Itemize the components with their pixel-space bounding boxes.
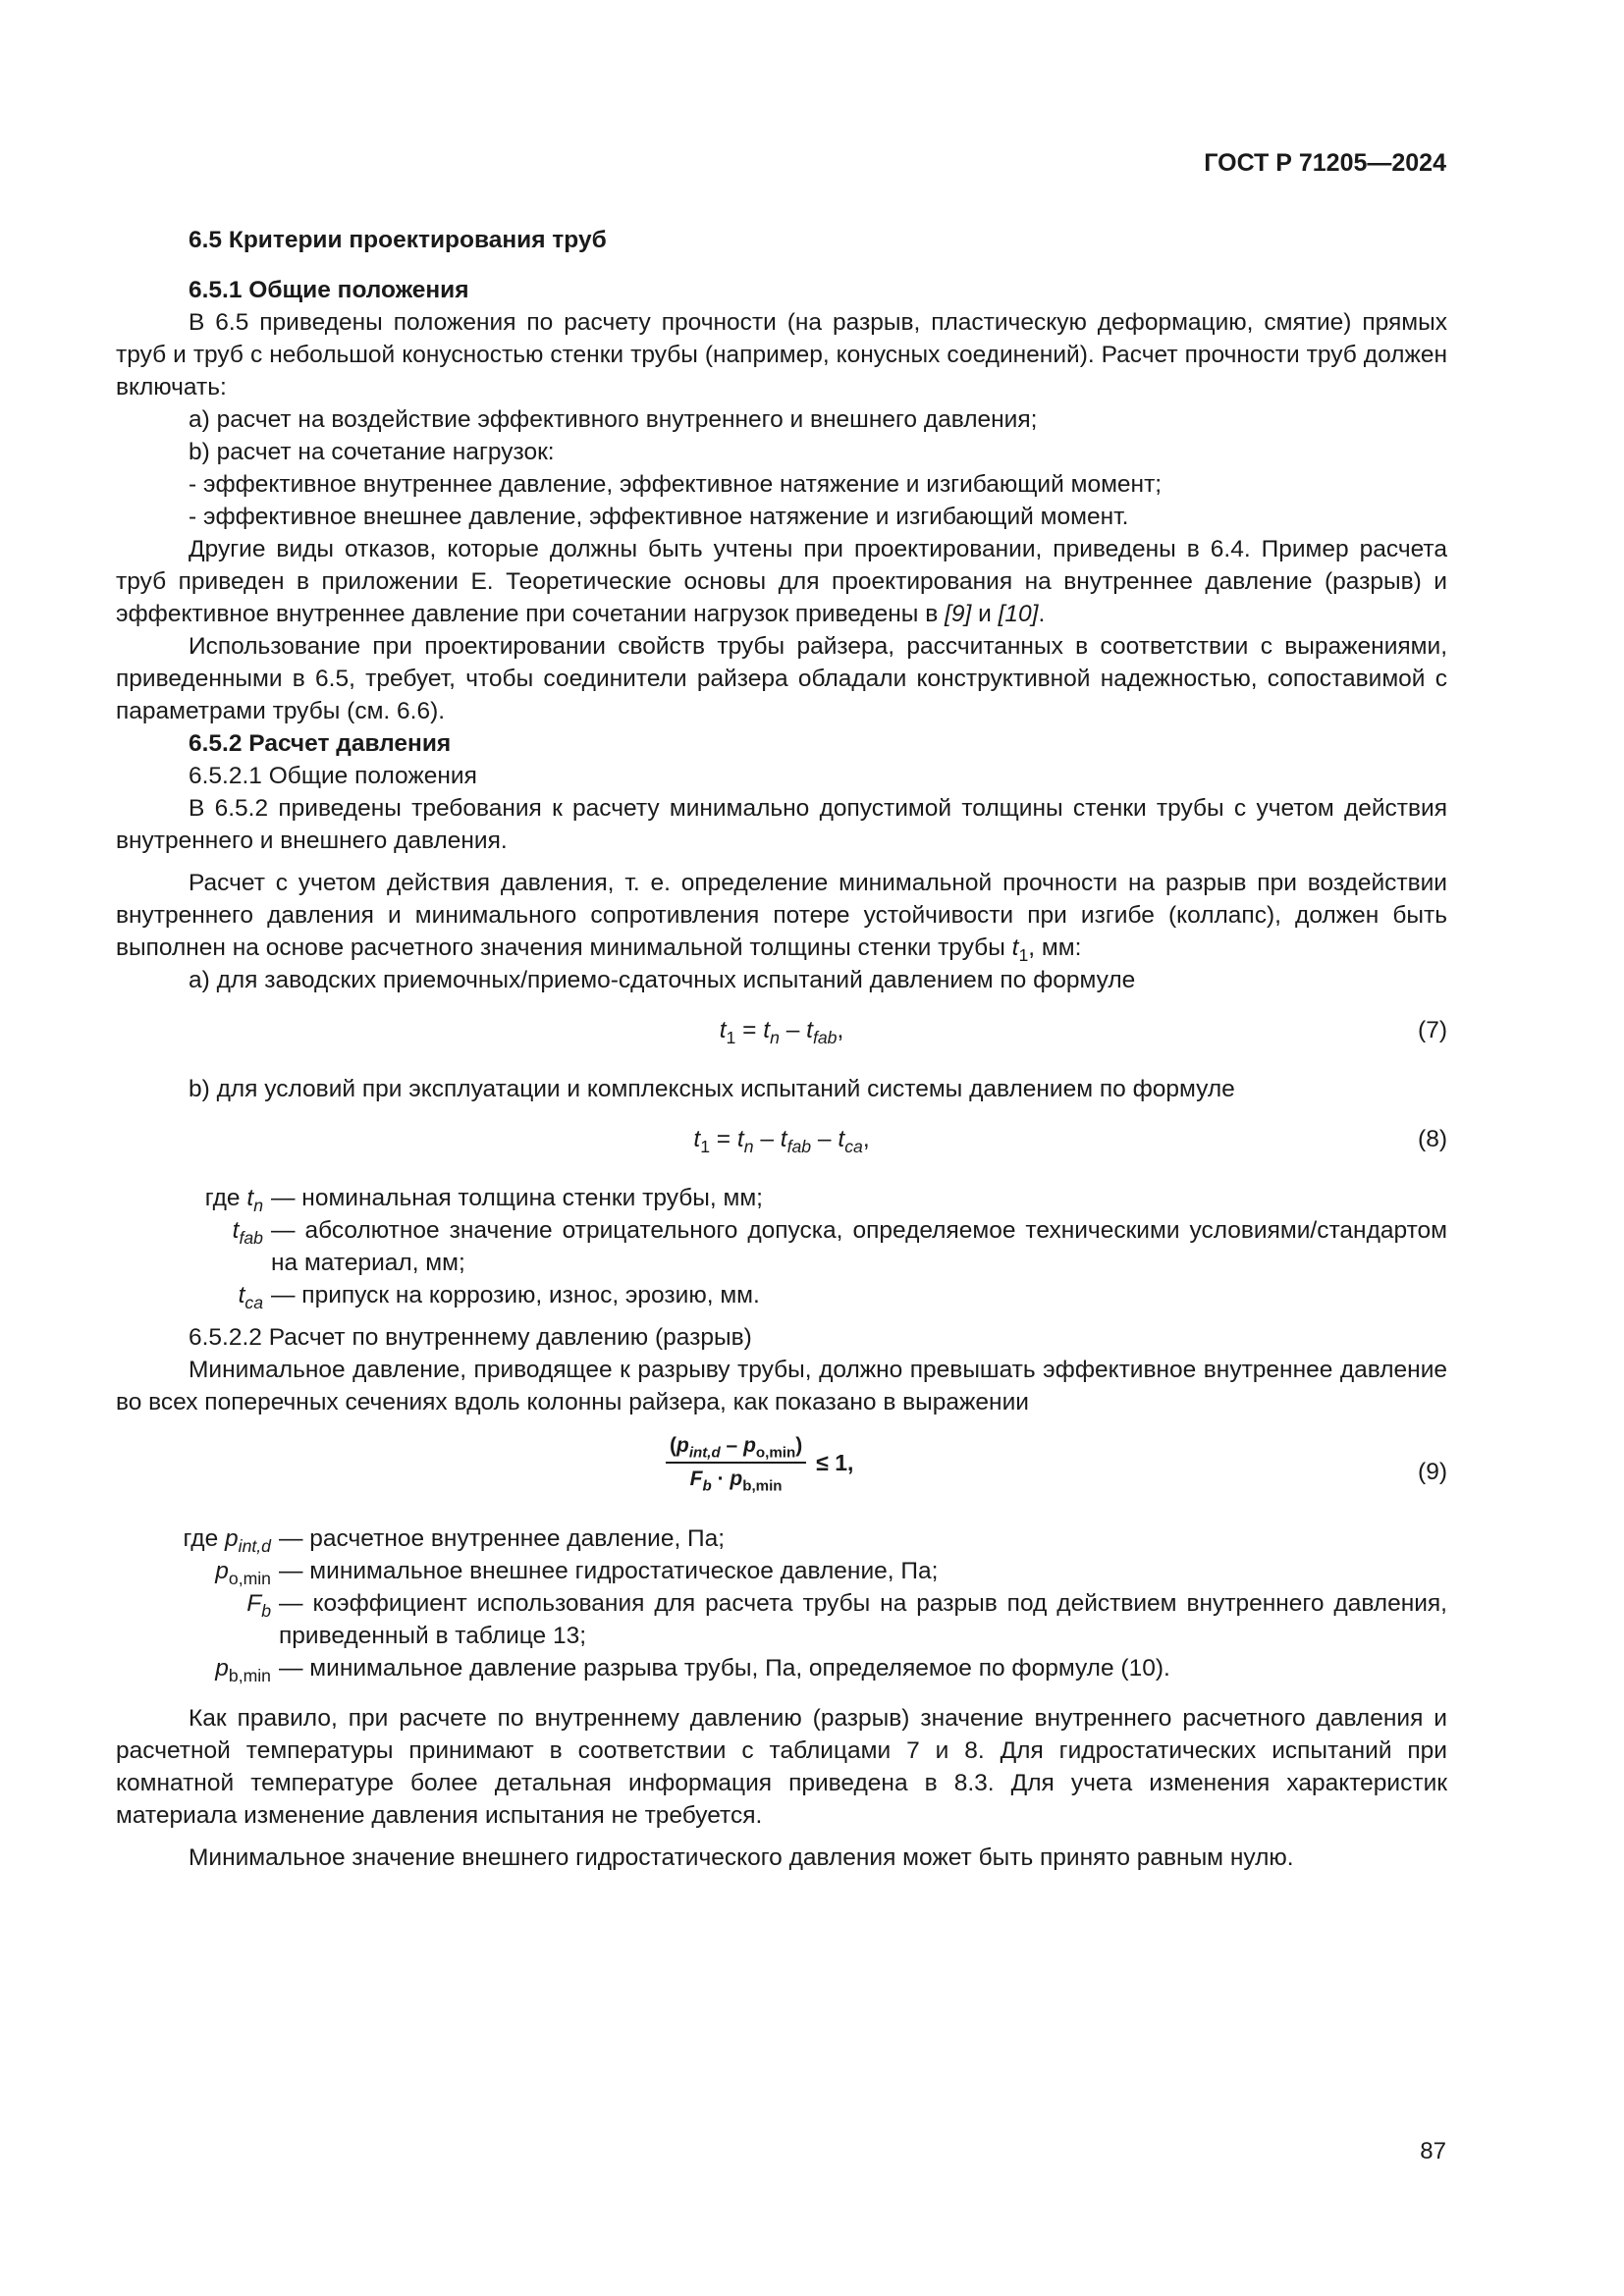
page-content [116, 224, 1447, 1874]
list-item: a) для заводских приемочных/приемо-сдаточных испытаний давлением по формуле [189, 967, 1136, 993]
paragraph: Как правило, при расчете по внутреннему давлению (разрыв) значение внутреннего расчетного давления и расчетной температуры принимают в соответствии с таблицами 7 и 8. Для гидростатических испытаний при комнатной температуре более детальная информация приведена в 8.3. Для учета изменения характеристик материала изменение давления испытания не требуется. [116, 1705, 1447, 1829]
paragraph: Минимальное давление, приводящее к разрыву трубы, должно превышать эффективное внутреннее давление во всех поперечных сечениях вдоль колонны райзера, как показано в выражении [116, 1357, 1447, 1415]
formula-expression: $(p_{int,d} - p_{o,min})$ $F_b \cdot p_{b,min}$ ≤ 1, [666, 1432, 853, 1493]
clause-title: 6.5.2.2 Расчет по внутреннему давлению (разрыв) [189, 1324, 752, 1351]
paragraph: Минимальное значение внешнего гидростатического давления может быть принято равным нулю. [189, 1844, 1294, 1871]
list-item: b) для условий при эксплуатации и комплексных испытаний системы давлением по формуле [189, 1076, 1235, 1102]
formula-number: (9) [1418, 1459, 1447, 1485]
subsection-title: 6.5.2 Расчет давления [189, 730, 452, 757]
paragraph: Расчет с учетом действия давления, т. е. определение минимальной прочности на разрыв при воздействии внутреннего давления и минимального сопротивления потере устойчивости при изгибе (коллапс), должен быть выполнен на основе расчетного значения минимальной толщины стенки трубы $t_1$, мм: [116, 870, 1447, 966]
paragraph: В 6.5.2 приведены требования к расчету минимально допустимой толщины стенки трубы с учетом действия внутреннего и внешнего давления. [116, 795, 1447, 854]
formula-expression: $t_1 = t_n - t_{fab} - t_{ca}$, [693, 1126, 870, 1157]
formula-expression: $t_1 = t_n - t_{fab}$, [719, 1017, 844, 1048]
formula-number: (8) [1418, 1126, 1447, 1152]
formula-9 [116, 1432, 1447, 1509]
definition-item: $p_{b,min}$ — минимальное давление разрыва трубы, Па, определяемое по формуле (10). [215, 1655, 1170, 1686]
list-item: - эффективное внутреннее давление, эффективное натяжение и изгибающий момент; [189, 471, 1163, 498]
paragraph: Другие виды отказов, которые должны быть учтены при проектировании, приведены в 6.4. Пример расчета труб приведен в приложении Е. Теоретические основы для проектирования на внутреннее давление (разрыв) и эффективное внутреннее давление при сочетании нагрузок приведены в [9] и [10]. [116, 536, 1447, 627]
subsection-title: 6.5.1 Общие положения [189, 277, 469, 303]
document-id: ГОСТ Р 71205—2024 [1204, 149, 1446, 177]
formula-7 [116, 1014, 1447, 1053]
reference: [10] [998, 601, 1039, 627]
definition-item: где $t_n$ — номинальная толщина стенки трубы, мм; [204, 1185, 763, 1216]
formula-8 [116, 1123, 1447, 1162]
list-item: a) расчет на воздействие эффективного внутреннего и внешнего давления; [189, 406, 1038, 433]
list-item: - эффективное внешнее давление, эффективное натяжение и изгибающий момент. [189, 504, 1129, 530]
definitions-list [116, 1182, 1447, 1311]
paragraph: В 6.5 приведены положения по расчету прочности (на разрыв, пластическую деформацию, смятие) прямых труб и труб с небольшой конусностью стенки трубы (например, конусных соединений). Расчет прочности труб должен включать: [116, 309, 1447, 400]
definition-item: $p_{o,min}$ — минимальное внешнее гидростатическое давление, Па; [215, 1558, 939, 1589]
page-number: 87 [1420, 2138, 1446, 2164]
definition-item: $t_{ca}$ — припуск на коррозию, износ, эрозию, мм. [238, 1282, 760, 1313]
reference: [9] [945, 601, 972, 627]
definition-item: где $p_{int,d}$ — расчетное внутреннее давление, Па; [183, 1525, 726, 1557]
clause-title: 6.5.2.1 Общие положения [189, 763, 477, 789]
paragraph: Использование при проектировании свойств трубы райзера, рассчитанных в соответствии с выражениями, приведенными в 6.5, требует, чтобы соединители райзера обладали конструктивной надежностью, сопоставимой с параметрами трубы (см. 6.6). [116, 633, 1447, 724]
definitions-list [116, 1522, 1447, 1684]
fraction-denominator: $F_b \cdot p_{b,min}$ [689, 1468, 783, 1495]
section-title: 6.5 Критерии проектирования труб [189, 227, 607, 253]
fraction-numerator: $(p_{int,d} - p_{o,min})$ [666, 1432, 806, 1464]
definition-item: $F_b$ — коэффициент использования для расчета трубы на разрыв под действием внутреннего давления, приведенный в таблице 13; [246, 1590, 1447, 1649]
list-item: b) расчет на сочетание нагрузок: [189, 439, 555, 465]
definition-item: $t_{fab}$ — абсолютное значение отрицательного допуска, определяемое техническими условиями/стандартом на материал, мм; [232, 1217, 1447, 1276]
formula-number: (7) [1418, 1017, 1447, 1043]
